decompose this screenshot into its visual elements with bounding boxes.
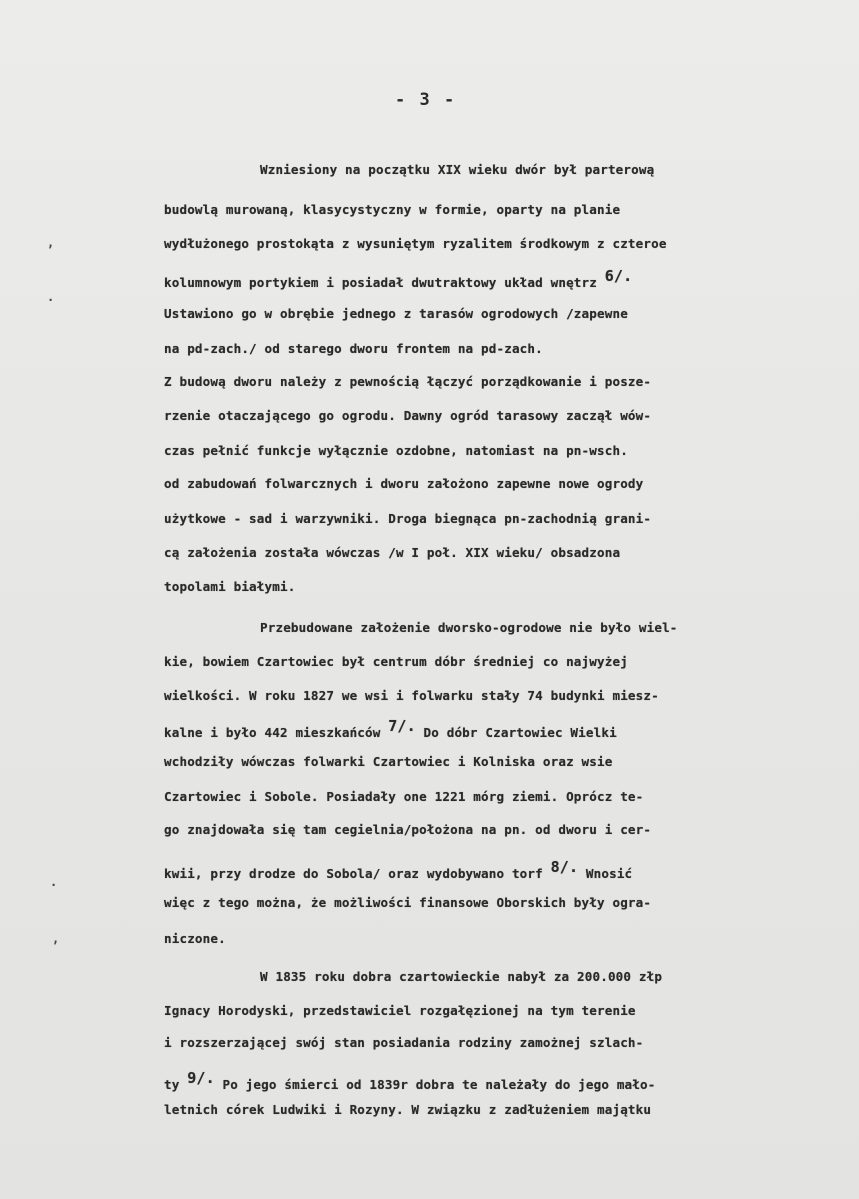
text-line	[164, 857, 844, 884]
line-text: i rozszerzającej swój stan posiadania rodziny zamożnej szlach-	[164, 1035, 644, 1050]
text-line	[260, 618, 859, 638]
line-text: topolami białymi.	[164, 579, 296, 594]
text-line	[164, 1100, 844, 1120]
line-text: ty	[164, 1077, 180, 1092]
text-line	[164, 234, 844, 254]
text-line	[164, 474, 844, 494]
line-text-continued: Wnosić	[585, 866, 633, 881]
line-text: kwii, przy drodze do Sobola/ oraz wydobywano torf	[164, 866, 543, 881]
text-line	[164, 1033, 844, 1053]
line-text: Ignacy Horodyski, przedstawiciel rozgałęzionej na tym terenie	[164, 1003, 636, 1018]
line-text: kalne i było 442 mieszkańców	[164, 725, 381, 740]
line-text: niczone.	[164, 931, 226, 946]
line-text: letnich córek Ludwiki i Rozyny. W związku z zadłużeniem majątku	[164, 1102, 652, 1117]
text-line	[164, 893, 844, 913]
line-text: na pd-zach./ od starego dworu frontem na pd-zach.	[164, 341, 543, 356]
margin-mark: ,	[47, 236, 55, 250]
footnote-ref: 9/.	[187, 1069, 215, 1087]
text-line	[164, 441, 844, 461]
footnote-ref: 6/.	[604, 267, 633, 285]
line-text: Przebudowane założenie dworsko-ogrodowe nie było wiel-	[260, 620, 678, 635]
text-line	[164, 716, 844, 743]
line-text: wydłużonego prostokąta z wysuniętym ryzalitem środkowym z czteroe	[164, 236, 667, 251]
line-text: wchodziły wówczas folwarki Czartowiec i Kolniska oraz wsie	[164, 754, 613, 769]
margin-mark: ·	[50, 878, 58, 892]
line-text: czas pełnić funkcje wyłącznie ozdobne, natomiast na pn-wsch.	[164, 443, 628, 458]
line-text-continued: Po jego śmierci od 1839r dobra te należały do jego mało-	[222, 1077, 656, 1092]
line-text-continued: Do dóbr Czartowiec Wielki	[423, 725, 617, 740]
text-line	[164, 652, 844, 672]
text-line	[164, 304, 844, 324]
line-text: od zabudowań folwarcznych i dworu założono zapewne nowe ogrody	[164, 476, 644, 491]
text-line	[164, 509, 844, 529]
text-line	[164, 543, 844, 563]
margin-mark: ·	[47, 293, 55, 307]
line-text: Ustawiono go w obrębie jednego z tarasów ogrodowych /zapewne	[164, 306, 628, 321]
text-line	[164, 372, 844, 392]
text-line	[164, 1001, 844, 1021]
line-text: cą założenia została wówczas /w I poł. XIX wieku/ obsadzona	[164, 545, 621, 560]
text-line	[164, 1068, 844, 1095]
text-line	[164, 339, 844, 359]
line-text: kie, bowiem Czartowiec był centrum dóbr średniej co najwyżej	[164, 654, 628, 669]
line-text: wielkości. W roku 1827 we wsi i folwarku stały 74 budynki miesz-	[164, 688, 659, 703]
text-line	[164, 686, 844, 706]
text-line	[260, 160, 859, 180]
page-number: - 3 -	[395, 90, 457, 110]
line-text: więc z tego można, że możliwości finansowe Oborskich były ogra-	[164, 895, 652, 910]
text-line	[260, 967, 859, 987]
line-text: W 1835 roku dobra czartowieckie nabył za 200.000 złp	[260, 969, 663, 984]
line-text: rzenie otaczającego go ogrodu. Dawny ogród tarasowy zaczął wów-	[164, 408, 652, 423]
line-text: budowlą murowaną, klasycystyczny w formie, oparty na planie	[164, 202, 621, 217]
text-line	[164, 406, 844, 426]
text-line	[164, 266, 844, 293]
text-line	[164, 929, 844, 949]
footnote-ref: 8/.	[550, 858, 579, 876]
line-text: kolumnowym portykiem i posiadał dwutraktowy układ wnętrz	[164, 275, 597, 290]
line-text: go znajdowała się tam cegielnia/położona na pn. od dworu i cer-	[164, 822, 652, 837]
text-line	[164, 577, 844, 597]
footnote-ref: 7/.	[388, 717, 416, 735]
text-line	[164, 820, 844, 840]
margin-mark: ,	[52, 932, 60, 946]
line-text: użytkowe - sad i warzywniki. Droga biegnąca pn-zachodnią grani-	[164, 511, 652, 526]
line-text: Czartowiec i Sobole. Posiadały one 1221 mórg ziemi. Oprócz te-	[164, 789, 644, 804]
line-text: Wzniesiony na początku XIX wieku dwór był parterową	[260, 162, 655, 177]
line-text: Z budową dworu należy z pewnością łączyć porządkowanie i posze-	[164, 374, 652, 389]
text-line	[164, 200, 844, 220]
text-line	[164, 752, 844, 772]
text-line	[164, 787, 844, 807]
